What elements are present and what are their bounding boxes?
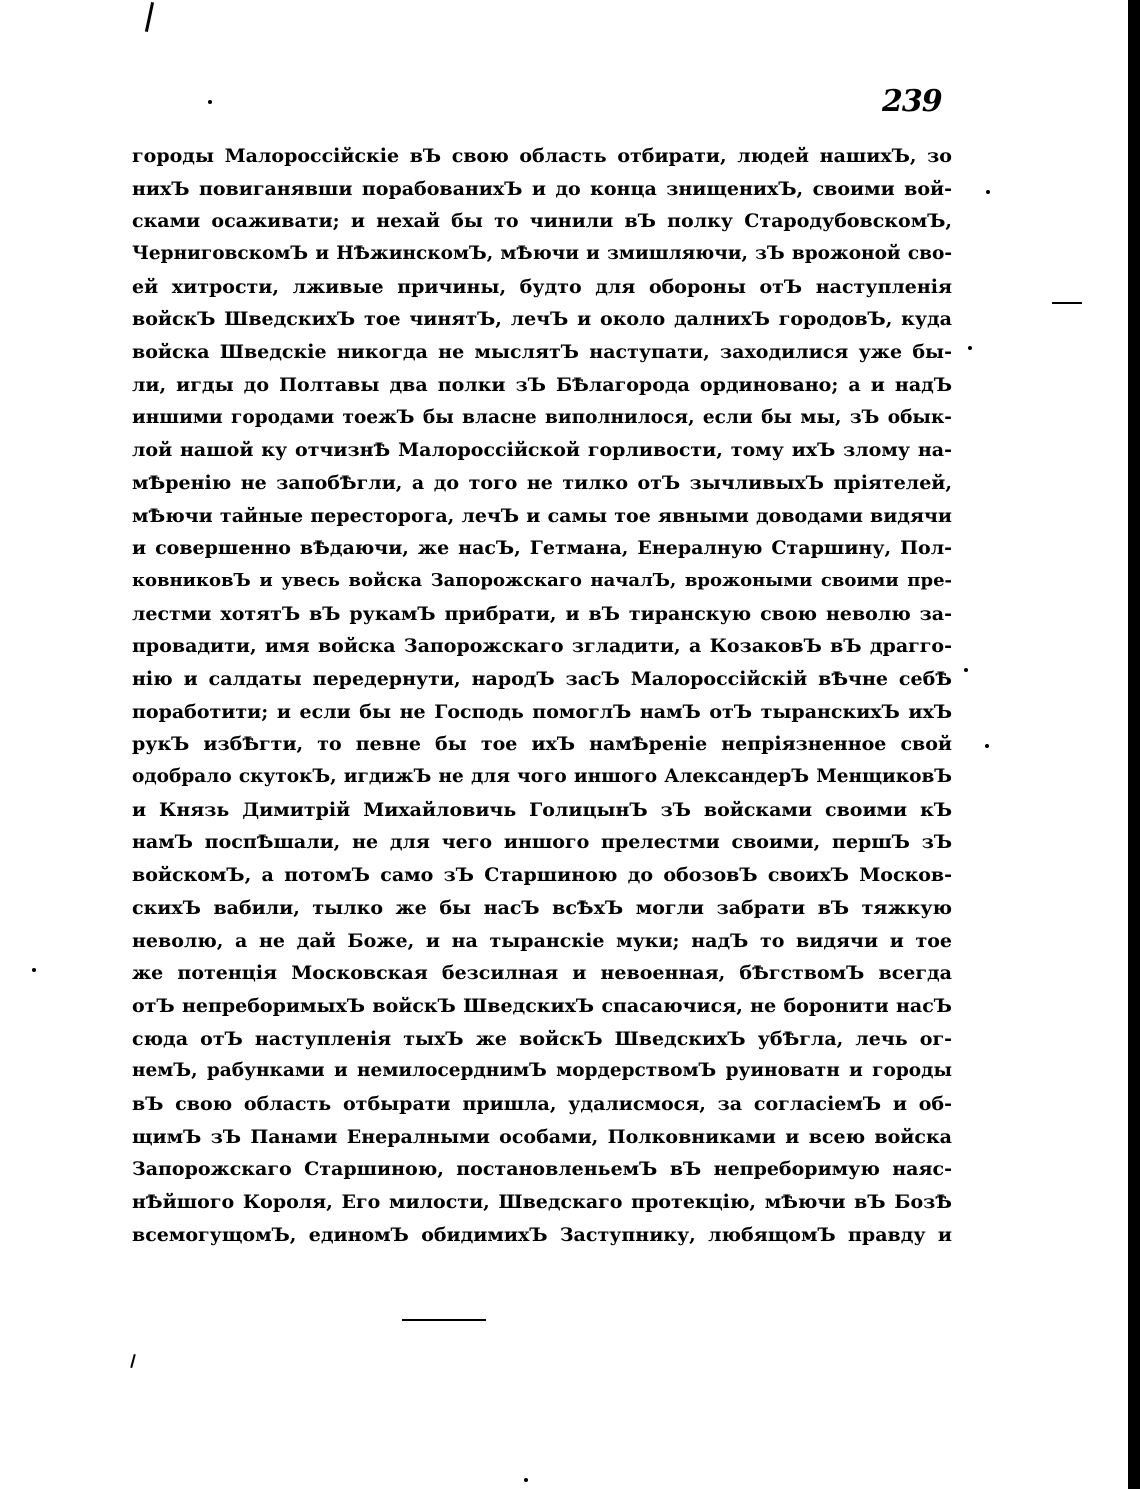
text-line: провадити, имя войска Запорожскаго згладити, а КозаковЪ вЪ драгго-: [132, 635, 952, 658]
scan-artifact-bottom-dash: [402, 1319, 486, 1321]
text-line: намЪ поспѢшали, не для чего иншого прелестми своими, першЪ зЪ: [132, 831, 952, 854]
text-line: скихЪ вабили, тылко же бы насЪ всѢхЪ могли забрати вЪ тяжкую: [132, 896, 952, 919]
text-line: одобрало скутокЪ, игдижЪ не для чого иншого АлександерЪ МенщиковЪ: [132, 766, 952, 788]
text-line: иншими городами тоежЪ бы власне виполнилося, если бы мы, зЪ обык-: [132, 406, 952, 428]
page-number: 239: [882, 84, 942, 119]
scan-speck: [968, 346, 972, 350]
text-line: лестми хотятЪ вЪ рукамЪ прибрати, и вЪ тиранскую свою неволю за-: [132, 602, 952, 625]
text-line: ли, игды до Полтавы два полки зЪ БѢлагорода ординовано; а и надЪ: [132, 373, 952, 396]
scan-artifact-bottom-left: [130, 1354, 136, 1368]
text-line: городы Малороссійскіе вЪ свою область отбирати, людей нашихЪ, зо: [132, 145, 952, 167]
scan-artifact-right-dash: [1052, 302, 1082, 304]
text-line: неволю, а не дай Боже, и на тыранскіе муки; надЪ то видячи и тое: [132, 929, 952, 952]
text-line: нѢйшого Короля, Его милости, Шведскаго протекцію, мѢючи вЪ БозѢ: [132, 1191, 952, 1213]
text-line: лой нашой ку отчизнѢ Малороссійской горливости, тому ихЪ злому на-: [132, 439, 952, 462]
text-line: ЧерниговскомЪ и НѢжинскомЪ, мѢючи и змишляючи, зЪ врожоной сво-: [132, 243, 952, 265]
text-line: войскомЪ, а потомЪ само зЪ Старшиною до обозовЪ своихЪ Москов-: [132, 864, 952, 887]
text-line: ковниковЪ и увесь войска Запорожскаго началЪ, врожоными своими пре-: [132, 569, 952, 591]
scan-speck: [208, 100, 212, 104]
text-line: сками осаживати; и нехай бы то чинили вЪ полку СтародубовскомЪ,: [132, 210, 952, 233]
scan-speck: [985, 744, 989, 748]
text-line: немЪ, рабунками и немилосерднимЪ мордерствомЪ руиноватн и городы: [132, 1060, 952, 1082]
text-line: войска Шведскіе никогда не мыслятЪ наступати, заходилися уже бы-: [132, 341, 952, 364]
text-line: войскЪ ШведскихЪ тое чинятЪ, лечЪ и около далнихЪ городовЪ, куда: [132, 308, 952, 331]
scan-speck: [986, 190, 990, 194]
scan-speck: [32, 968, 36, 972]
text-line: же потенція Московская безсилная и невоенная, бѢгствомЪ всегда: [132, 962, 952, 985]
text-line: мѢючи тайные пересторога, лечЪ и самы тое явными доводами видячи: [132, 504, 952, 527]
text-line: всемогущомЪ, единомЪ обидимихЪ Заступнику, любящомЪ правду и: [132, 1223, 952, 1246]
text-line: ей хитрости, лживые причины, будто для обороны отЪ наступленія: [132, 275, 952, 298]
scan-artifact-top-left: [145, 2, 154, 32]
scan-speck: [964, 668, 968, 672]
text-line: мѢренію не запобѢгли, а до того не тилко отЪ зычливыхЪ пріятелей,: [132, 471, 952, 494]
text-line: отЪ непреборимыхЪ войскЪ ШведскихЪ спасаючися, не боронити насЪ: [132, 994, 952, 1017]
scan-speck: [524, 1478, 528, 1482]
text-line: и Князь Димитрій Михайловичь ГолицынЪ зЪ войсками своими кЪ: [132, 798, 952, 821]
text-line: и совершенно вѢдаючи, же насЪ, Гетмана, Енералную Старшину, Пол-: [132, 537, 952, 560]
text-line: рукЪ избѢгти, то певне бы тое ихЪ намѢреніе непріязненное свой: [132, 733, 952, 756]
text-line: щимЪ зЪ Панами Енералными особами, Полковниками и всею войска: [132, 1125, 952, 1148]
text-line: нихЪ повиганявши порабованихЪ и до конца знищенихЪ, своими вой-: [132, 177, 952, 200]
text-line: поработити; и если бы не Господь помоглЪ намЪ отЪ тыранскихЪ ихЪ: [132, 700, 952, 723]
text-line: сюда отЪ наступленія тыхЪ же войскЪ ШведскихЪ убѢгла, лечь ог-: [132, 1027, 952, 1050]
body-text: [132, 140, 952, 1251]
text-line: вЪ свою область отбырати пришла, удалисмося, за согласіемЪ и об-: [132, 1092, 952, 1115]
scan-edge-border: [1128, 0, 1140, 1489]
text-line: нію и салдаты передернути, народЪ засЪ Малороссійскій вѢчне себѢ: [132, 668, 952, 690]
text-line: Запорожскаго Старшиною, постановленьемЪ вЪ непреборимую наяс-: [132, 1158, 952, 1181]
